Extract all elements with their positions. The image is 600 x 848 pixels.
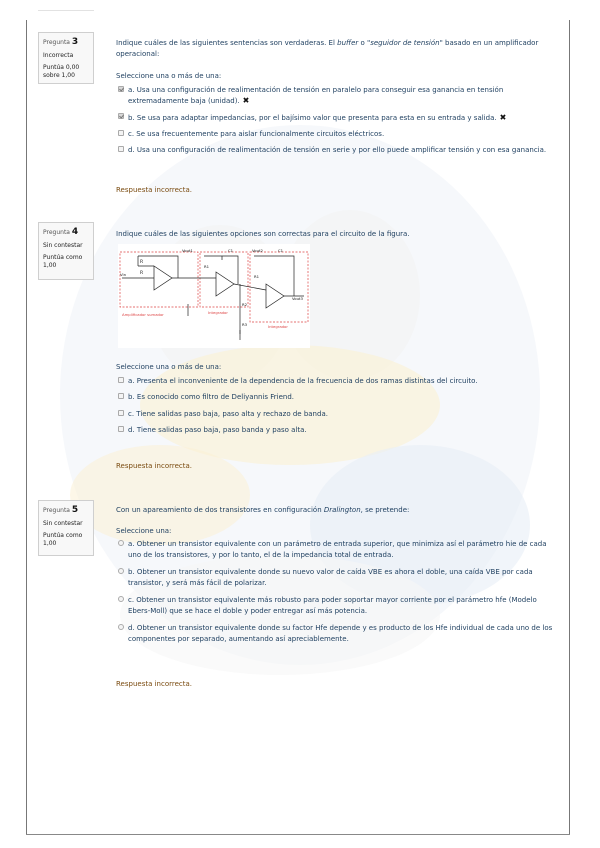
question-number	[43, 36, 89, 48]
option-text: a. Obtener un transistor equivalente con un parámetro de entrada superior, que minimiza así el parámetro hie de cada uno de los transistores, y por lo tanto, el de la impedancia total de entrada.	[128, 540, 547, 559]
radio-button[interactable]	[118, 596, 124, 602]
question-prompt: Indique cuáles de las siguientes opciones son correctas para el circuito de la figura.	[116, 230, 410, 238]
radio-button[interactable]	[118, 624, 124, 630]
checkbox[interactable]	[118, 130, 124, 136]
question-prompt	[116, 505, 556, 516]
question-prompt	[116, 38, 556, 59]
question-4-body	[116, 229, 556, 240]
question-state: Sin contestar	[43, 520, 83, 528]
question-number	[43, 226, 89, 238]
checkbox[interactable]	[118, 86, 124, 92]
option-d[interactable]	[116, 145, 556, 156]
prompt-text: o	[358, 39, 367, 47]
label-r1: R1	[254, 274, 260, 279]
label-r1: R1	[204, 264, 210, 269]
label-r2: R2	[242, 302, 248, 307]
label-summer: Amplificador sumador	[122, 312, 164, 317]
checkbox[interactable]	[118, 410, 124, 416]
circuit-figure	[118, 244, 310, 348]
label-vout3: Vout3	[292, 296, 303, 301]
option-text: b. Es conocido como filtro de Deliyannis Friend.	[128, 393, 295, 401]
option-a[interactable]	[116, 539, 556, 560]
radio-button[interactable]	[118, 568, 124, 574]
option-text: a. Usa una configuración de realimentación de tensión en paralelo para conseguir esa ganancia en tensión extremadamente baja (unidad).	[128, 85, 504, 105]
option-text: c. Obtener un transistor equivalente más robusto para poder soportar mayor corriente por el parámetro hfe (Modelo Ebers-Moll) que se hace el doble y poder entregar así más potencia.	[128, 596, 537, 615]
page-top-rule	[38, 10, 94, 11]
option-text: a. Presenta el inconveniente de la dependencia de la frecuencia de dos ramas distintas del circuito.	[128, 376, 478, 385]
question-5-info	[38, 500, 94, 556]
question-number-value: 3	[71, 37, 79, 47]
frame-right-border	[569, 20, 570, 835]
incorrect-icon: ✖	[242, 96, 250, 105]
prompt-italic: "seguidor de tensión"	[367, 39, 443, 47]
prompt-text: Indique cuáles de las siguientes sentencias son verdaderas. El	[116, 39, 338, 47]
prompt-text: Con un apareamiento de dos transistores en configuración	[116, 506, 324, 514]
select-instruction: Seleccione una:	[116, 526, 172, 535]
option-d[interactable]	[116, 623, 556, 644]
option-d[interactable]	[116, 425, 556, 436]
select-instruction: Seleccione una o más de una:	[116, 363, 222, 371]
option-text: c. Se usa frecuentemente para aislar funcionalmente circuitos eléctricos.	[128, 130, 385, 138]
question-4-options	[116, 362, 556, 441]
option-c[interactable]	[116, 409, 556, 420]
option-c[interactable]	[116, 595, 556, 616]
prompt-italic: Dralington	[323, 506, 361, 514]
question-label: Pregunta	[43, 39, 70, 46]
checkbox[interactable]	[118, 393, 124, 399]
question-number	[43, 504, 89, 516]
label-r: R	[140, 260, 144, 265]
prompt-text: , se pretende:	[360, 506, 410, 514]
label-c1: C1	[278, 248, 284, 253]
question-grade: Puntúa 0,00 sobre 1,00	[43, 64, 80, 80]
checkbox[interactable]	[118, 113, 124, 119]
checkbox[interactable]	[118, 146, 124, 152]
question-state: Incorrecta	[43, 52, 74, 60]
option-text: c. Tiene salidas paso baja, paso alta y rechazo de banda.	[128, 409, 328, 418]
question-label: Pregunta	[43, 229, 70, 236]
frame-bottom-border	[26, 834, 570, 835]
option-text: b. Obtener un transistor equivalente donde su nuevo valor de caída VBE es ahora el doble, una caída VBE por cada transistor, y será más fácil de polarizar.	[128, 568, 533, 587]
option-a[interactable]	[116, 85, 556, 108]
question-label: Pregunta	[43, 507, 70, 514]
option-text: b. Se usa para adaptar impedancias, por el bajísimo valor que presenta para esta en su entrada y salida.	[128, 114, 497, 122]
feedback: Respuesta incorrecta.	[116, 186, 193, 194]
label-r: R	[140, 271, 144, 276]
option-b[interactable]	[116, 567, 556, 588]
incorrect-icon: ✖	[499, 113, 507, 122]
checkbox[interactable]	[118, 426, 124, 432]
question-5-body	[116, 505, 556, 649]
option-c[interactable]	[116, 129, 556, 140]
option-b[interactable]	[116, 112, 556, 124]
prompt-italic: buffer	[337, 39, 359, 47]
option-a[interactable]	[116, 376, 556, 387]
question-4-info	[38, 222, 94, 280]
label-vout2: Vout2	[252, 248, 263, 253]
label-c1: C1	[228, 248, 234, 253]
label-vout1: Vout1	[182, 248, 193, 253]
frame-left-border	[26, 20, 27, 835]
label-integrator-1: Integrador	[208, 310, 228, 315]
option-text: d. Usa una configuración de realimentación de tensión en serie y por ello puede amplificar tensión y con esa ganancia.	[128, 145, 547, 154]
question-grade: Puntúa como 1,00	[43, 532, 83, 548]
label-integrator-2: Integrador	[268, 324, 288, 329]
checkbox[interactable]	[118, 377, 124, 383]
question-number-value: 5	[71, 505, 79, 515]
select-instruction: Seleccione una o más de una:	[116, 72, 222, 80]
option-b[interactable]	[116, 392, 556, 403]
question-number-value: 4	[71, 227, 79, 237]
feedback: Respuesta incorrecta.	[116, 462, 193, 470]
question-3-info	[38, 32, 94, 84]
option-text: d. Obtener un transistor equivalente donde su factor Hfe depende y es producto de los Hfe individual de cada uno de los componentes por separado, aumentando así apreciablemente.	[128, 624, 553, 643]
option-text: d. Tiene salidas paso baja, paso banda y paso alta.	[128, 426, 307, 434]
label-r3: R3	[242, 322, 248, 327]
prompt-text: basado en un amplificador operacional:	[116, 39, 539, 58]
question-grade: Puntúa como 1,00	[43, 254, 83, 270]
label-vin: Vin	[120, 272, 126, 277]
question-state: Sin contestar	[43, 242, 83, 250]
feedback: Respuesta incorrecta.	[116, 680, 193, 688]
question-3-body	[116, 38, 556, 160]
radio-button[interactable]	[118, 540, 124, 546]
